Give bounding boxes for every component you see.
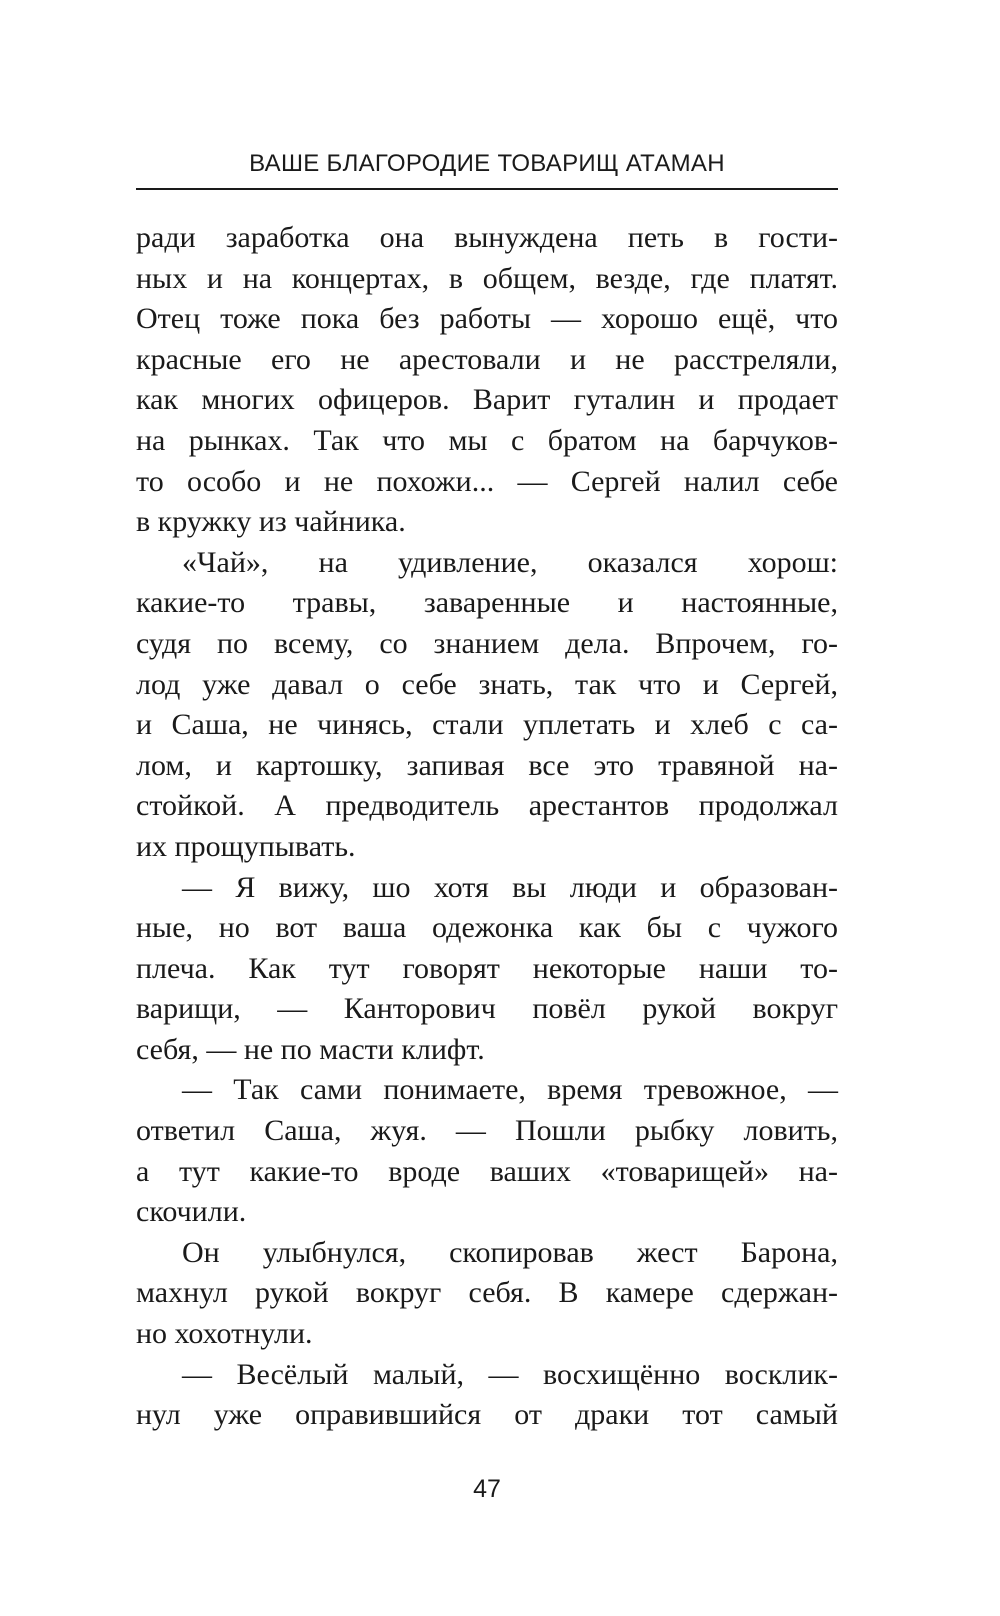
- text-line: нул уже оправившийся от драки тот самый: [136, 1398, 838, 1432]
- text-line: «Чай», на удивление, оказался хорош:: [182, 545, 838, 579]
- body-text: [136, 218, 838, 1436]
- text-line: скочили.: [136, 1195, 247, 1229]
- text-line: Отец тоже пока без работы — хорошо ещё, что: [136, 302, 838, 336]
- text-line: их прощупывать.: [136, 829, 356, 863]
- text-line: плеча. Как тут говорят некоторые наши то-: [136, 951, 838, 985]
- text-line: стойкой. А предводитель арестантов продолжал: [136, 789, 838, 823]
- text-line: как многих офицеров. Варит гуталин и продает: [136, 383, 838, 417]
- text-line: ные, но вот ваша одежонка как бы с чужого: [136, 911, 838, 945]
- text-line: Он улыбнулся, скопировав жест Барона,: [182, 1235, 838, 1269]
- text-line: — Весёлый малый, — восхищённо восклик-: [182, 1357, 838, 1391]
- text-line: судя по всему, со знанием дела. Впрочем, го-: [136, 626, 838, 660]
- text-line: какие-то травы, заваренные и настоянные,: [136, 586, 838, 620]
- header-rule: [136, 188, 838, 190]
- text-line: лом, и картошку, запивая все это травяной на-: [136, 748, 838, 782]
- text-line: в кружку из чайника.: [136, 505, 406, 539]
- text-line: на рынках. Так что мы с братом на барчуков-: [136, 423, 838, 457]
- text-line: — Я вижу, шо хотя вы люди и образован-: [182, 870, 838, 904]
- text-line: себя, — не по масти клифт.: [136, 1032, 485, 1066]
- text-line: — Так сами понимаете, время тревожное, —: [182, 1073, 838, 1107]
- text-line: ных и на концертах, в общем, везде, где платят.: [136, 261, 838, 295]
- text-line: варищи, — Канторович повёл рукой вокруг: [136, 992, 838, 1026]
- text-line: ответил Саша, жуя. — Пошли рыбку ловить,: [136, 1114, 838, 1148]
- text-line: то особо и не похожи... — Сергей налил себе: [136, 464, 838, 498]
- text-line: ради заработка она вынуждена петь в гости-: [136, 221, 838, 254]
- page-number: 47: [473, 1475, 501, 1503]
- running-head: ВАШЕ БЛАГОРОДИЕ ТОВАРИЩ АТАМАН: [249, 150, 725, 177]
- text-line: и Саша, не чинясь, стали уплетать и хлеб с са-: [136, 708, 838, 742]
- text-line: красные его не арестовали и не расстреляли,: [136, 342, 838, 376]
- text-line: лод уже давал о себе знать, так что и Сергей,: [136, 667, 838, 701]
- text-line: махнул рукой вокруг себя. В камере сдержан-: [136, 1276, 838, 1310]
- text-line: а тут какие-то вроде ваших «товарищей» на-: [136, 1154, 838, 1188]
- text-line: но хохотнули.: [136, 1317, 313, 1351]
